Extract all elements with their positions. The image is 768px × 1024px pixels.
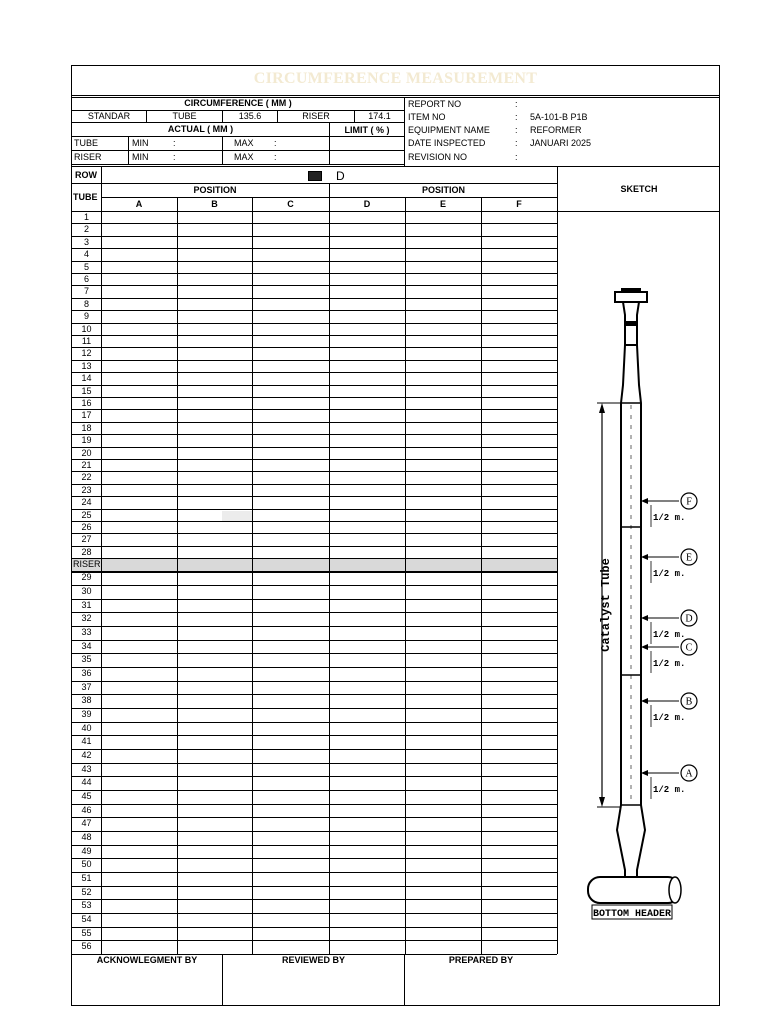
row-divider [71,899,557,900]
column-divider [101,166,102,954]
tube-number: 33 [81,626,92,637]
tube-number: 51 [81,872,92,883]
row-divider [71,496,557,497]
marker-f [641,493,697,527]
row-divider [71,546,557,547]
row-divider [71,585,557,586]
divider [71,166,720,167]
tube-number: 36 [81,667,92,678]
divider [222,136,223,164]
tube-top-flange [615,288,647,345]
tube-number: 32 [81,613,92,624]
row-divider [71,521,557,522]
bottom-header-label: BOTTOM HEADER [592,909,672,920]
tube-number: 45 [81,790,92,801]
info-value: 5A-101-B P1B [530,112,588,122]
column-header-b: B [211,199,218,209]
tube-number: 12 [81,348,92,359]
column-header-f: F [516,199,522,209]
row-divider [71,409,557,410]
info-label: ITEM NO [408,112,446,122]
row-divider [71,533,557,534]
row-divider [71,471,557,472]
tube-number: 41 [81,736,92,747]
divider [404,97,405,167]
row-value: D [336,169,345,183]
row-divider [71,749,557,750]
row-divider [71,335,557,336]
tube-number: 16 [81,398,92,408]
tube-number: 19 [81,435,92,446]
reviewed-label: REVIEWED BY [281,955,345,965]
column-header-a: A [135,199,143,209]
marker-label: B [685,696,693,708]
tube-number: 44 [81,777,92,788]
info-label: REPORT NO [408,99,462,109]
tube-number: 37 [81,681,92,692]
tube-number: 54 [81,913,92,924]
column-header-c: C [287,199,294,209]
row-divider [71,640,557,641]
row-divider [71,722,557,723]
column-divider [405,197,406,954]
row-divider [71,776,557,777]
tube-number: 38 [81,695,92,706]
tube-number: 34 [81,640,92,651]
spacing-label: 1/2 m. [653,513,686,523]
tube-number: 22 [81,472,92,483]
row-divider [71,422,557,423]
row-divider [71,310,557,311]
row-divider [71,927,557,928]
limit-label: LIMIT ( % ) [344,125,390,135]
row-divider [71,248,557,249]
standard-label: STANDAR [87,111,131,121]
tube-row-label: TUBE [74,138,99,148]
tube-number: 49 [81,845,92,856]
info-value: REFORMER [530,125,582,135]
row-divider [71,653,557,654]
acknowledgment-label: ACKNOWLEGMENT BY [96,955,198,965]
info-separator: : [515,99,518,109]
divider [71,95,720,96]
column-divider [177,197,178,954]
marker-a [641,765,697,799]
tube-number: 27 [81,534,92,545]
tube-number: 42 [81,749,92,760]
riser-max-label: MAX [234,152,254,162]
row-divider [71,459,557,460]
tube-min-sep: : [173,138,176,148]
row-divider [71,872,557,873]
tube-number: 10 [81,323,92,334]
tube-number: 35 [81,654,92,665]
tube-number: 50 [81,859,92,870]
tube-number: 17 [81,410,92,421]
divider [71,211,720,212]
marker-label: E [685,552,693,564]
tube-number: 13 [81,360,92,371]
tube-number: 20 [81,447,92,458]
row-divider [71,790,557,791]
row-divider [71,858,557,859]
row-divider [71,817,557,818]
spacing-label: 1/2 m. [653,569,686,579]
riser-label: RISER [302,111,330,121]
tube-number: 40 [81,722,92,733]
tube-number: 47 [81,818,92,829]
actual-label: ACTUAL ( MM ) [167,124,234,134]
tube-number: 56 [81,941,92,952]
info-separator: : [515,138,518,148]
divider [557,166,558,954]
row-divider [71,599,557,600]
tube-number: 14 [81,373,92,384]
row-divider [71,273,557,274]
spacing-label: 1/2 m. [653,630,686,640]
row-divider [71,845,557,846]
tube-min-label: MIN [132,138,149,148]
tube-number: 25 [81,509,92,520]
tube-max-sep: : [274,138,277,148]
row-divider [71,804,557,805]
tube-number: 46 [81,804,92,815]
row-divider [71,681,557,682]
selected-cell[interactable] [222,511,252,521]
position-markers [641,493,697,799]
row-divider [71,612,557,613]
info-value: JANUARI 2025 [530,138,592,148]
bottom-header [588,877,681,920]
catalyst-tube-sketch [575,285,705,935]
column-header-e: E [439,199,446,209]
row-divider [71,385,557,386]
column-divider [329,197,330,954]
info-label: REVISION NO [408,152,468,162]
riser-min-label: MIN [132,152,149,162]
column-divider [481,197,482,954]
tube-max-label: MAX [234,138,254,148]
tube-number: 4 [83,249,89,260]
catalyst-tube-label: Catalyst Tube [599,558,613,652]
spacing-label: 1/2 m. [653,785,686,795]
tube-number: 3 [83,236,89,247]
tube-number: 21 [81,460,92,470]
tube-number: 53 [81,900,92,911]
column-header-d: D [363,199,371,209]
tube-number: 28 [81,546,92,557]
info-separator: : [515,112,518,122]
circumference-header: CIRCUMFERENCE ( MM ) [184,98,292,108]
tube-number: 11 [81,336,92,346]
tube-number: 8 [83,298,89,309]
tube-number: 23 [81,484,92,495]
tube-number: 2 [83,224,89,235]
tube-number: 1 [83,212,89,222]
marker-label: D [685,613,693,625]
row-divider [71,261,557,262]
tube-number: 26 [81,522,92,532]
riser-row-label: RISER [74,152,102,162]
row-divider [71,571,557,573]
tube-number: 7 [83,286,89,297]
row-divider [71,735,557,736]
row-divider [71,626,557,627]
tube-number: 18 [81,422,92,433]
row-divider [71,913,557,914]
tube-standard-value: 135.6 [238,111,262,121]
riser-standard-value: 174.1 [368,111,391,121]
prepared-label: PREPARED BY [448,955,514,965]
tube-number: 9 [83,311,89,322]
divider [71,164,404,165]
riser-row-label: RISER [73,559,101,570]
row-divider [71,708,557,709]
divider [128,136,129,164]
row-divider [71,285,557,286]
row-divider [71,223,557,224]
tube-number: 30 [81,585,92,596]
catalyst-dimension [597,403,621,807]
row-color-swatch [308,171,322,181]
column-divider [252,197,253,954]
row-divider [71,236,557,237]
row-divider [71,886,557,887]
riser-min-sep: : [173,152,176,162]
marker-label: C [685,642,693,654]
marker-label: F [686,496,692,508]
spacing-label: 1/2 m. [653,659,686,669]
row-divider [71,558,557,559]
row-divider [71,360,557,361]
marker-e [641,549,697,583]
position-header-right: POSITION [421,185,465,195]
tube-number: 48 [81,831,92,842]
form-title: CIRCUMFERENCE MEASUREMENT [253,70,538,87]
row-divider [71,667,557,668]
row-divider [71,434,557,435]
row-divider [71,347,557,348]
row-divider [71,372,557,373]
sketch-header: SKETCH [620,184,658,194]
row-divider [71,397,557,398]
riser-row-band [72,558,557,571]
row-divider [71,484,557,485]
marker-c [641,639,697,673]
tube-body [617,345,645,877]
tube-column-header: TUBE [73,192,98,202]
tube-label: TUBE [172,111,197,121]
row-divider [71,298,557,299]
spacing-label: 1/2 m. [653,713,686,723]
tube-number: 29 [81,572,92,583]
row-divider [71,831,557,832]
info-separator: : [515,152,518,162]
riser-max-sep: : [274,152,277,162]
tube-number: 24 [81,497,92,508]
tube-number: 15 [81,385,92,396]
row-divider [71,940,557,941]
position-header-left: POSITION [193,185,237,195]
tube-number: 5 [83,261,89,272]
tube-number: 6 [83,274,89,284]
info-separator: : [515,125,518,135]
row-divider [71,763,557,764]
tube-number: 43 [81,763,92,774]
tube-number: 55 [81,927,92,938]
row-divider [71,323,557,324]
info-label: EQUIPMENT NAME [408,125,490,135]
tube-number: 52 [81,886,92,897]
row-divider [71,509,557,510]
tube-number: 39 [81,708,92,719]
marker-label: A [685,768,693,780]
marker-b [641,693,697,727]
row-divider [71,694,557,695]
row-label: ROW [75,170,97,180]
tube-number: 31 [81,599,92,610]
info-label: DATE INSPECTED [408,138,486,148]
row-divider [71,447,557,448]
